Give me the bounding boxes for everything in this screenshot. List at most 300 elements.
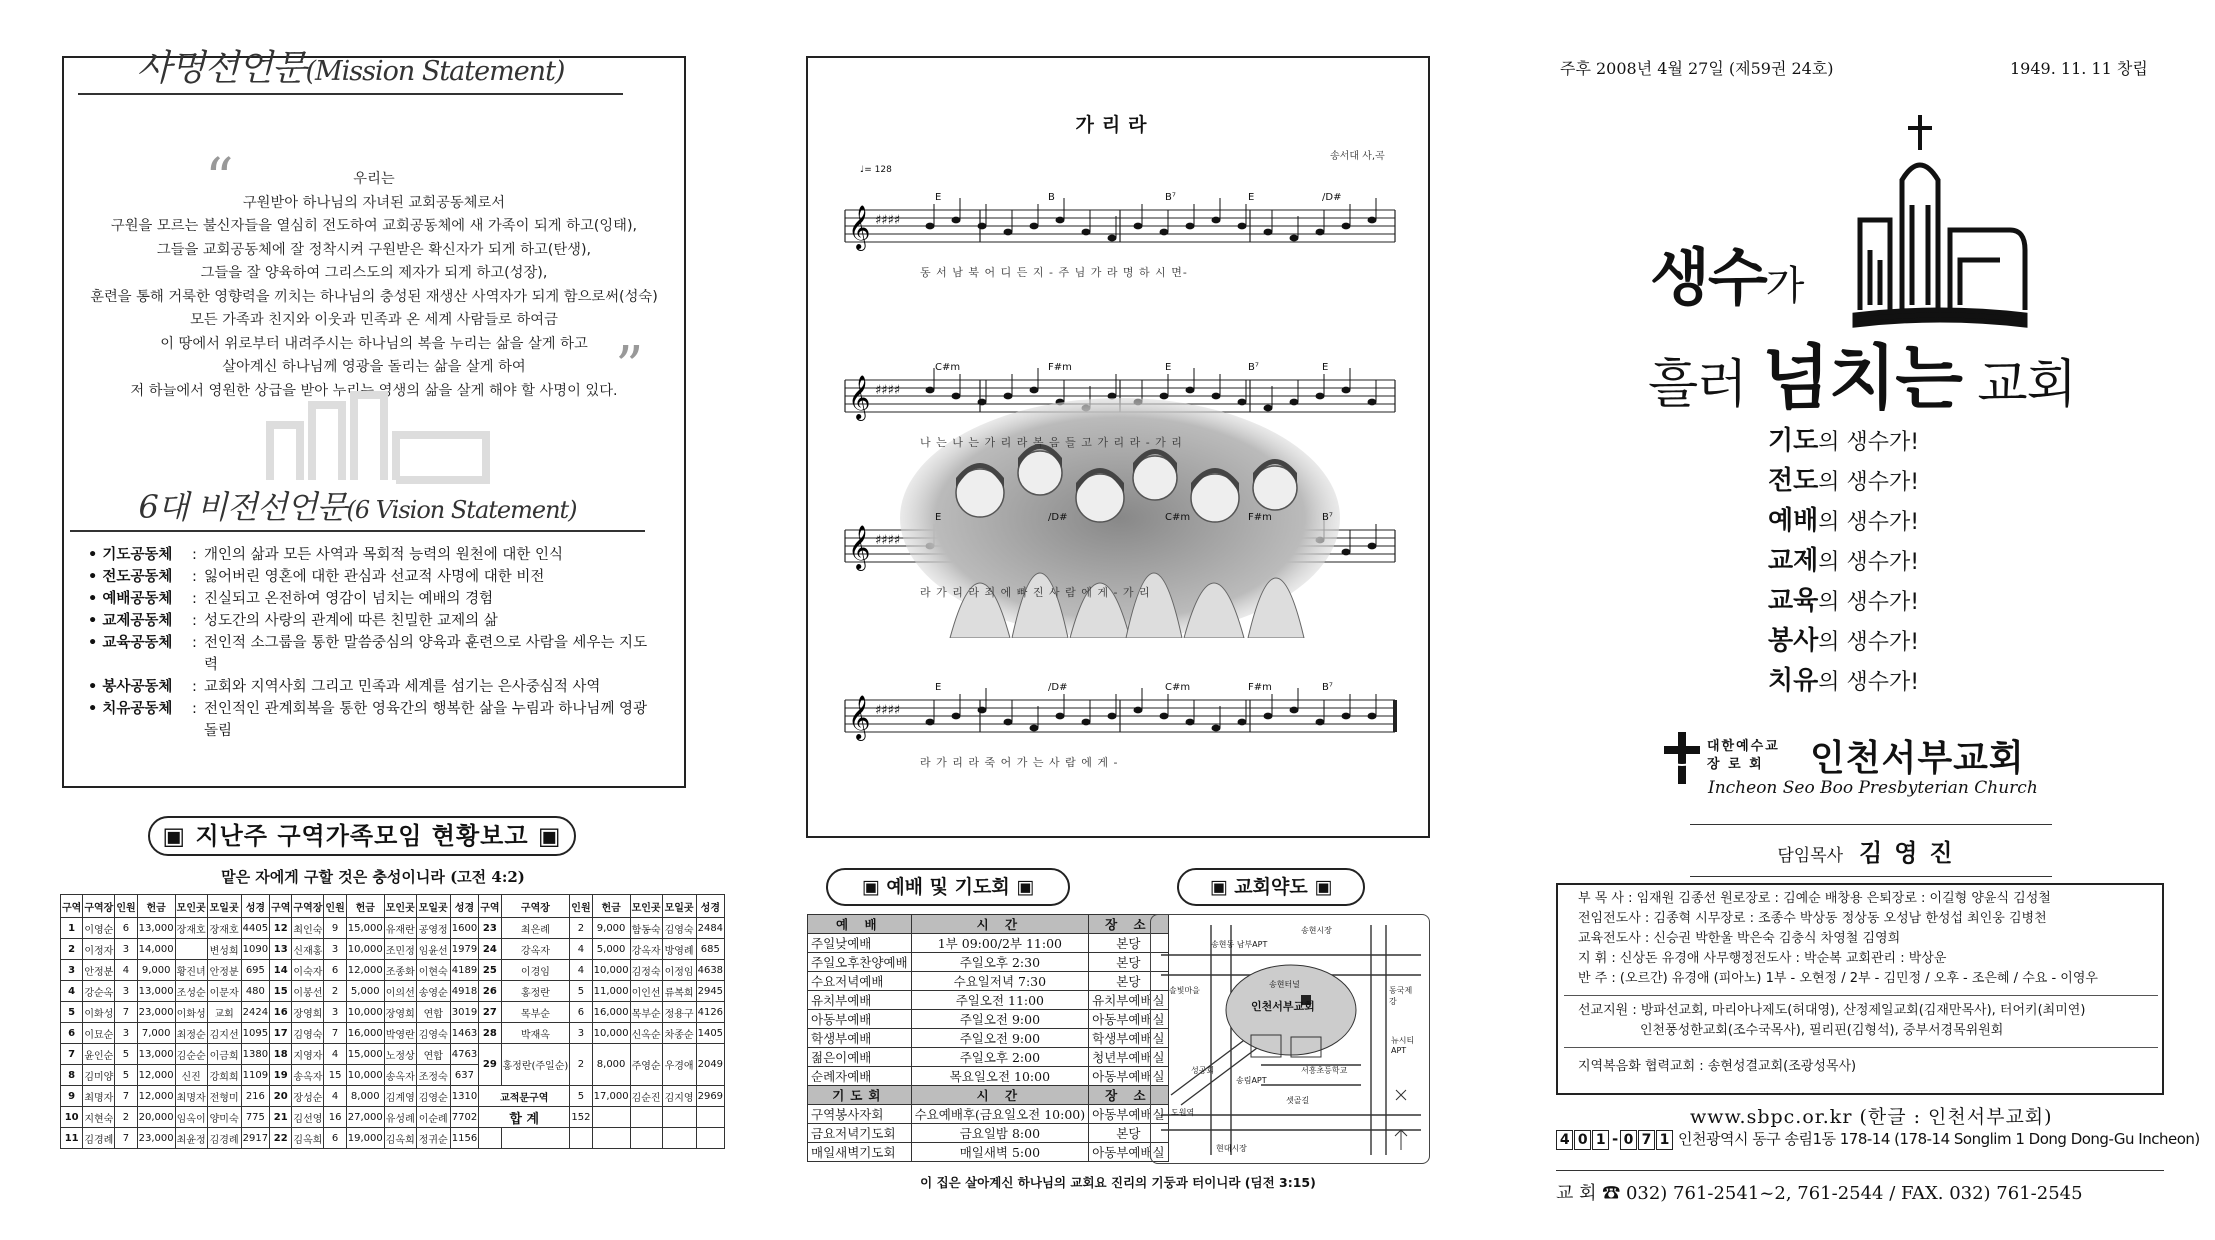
report-cell: 주영순 [630, 1044, 662, 1086]
report-cell: 12,000 [137, 1086, 175, 1107]
report-cell: 김순순 [175, 1044, 207, 1065]
report-cell: 박영란 [384, 1023, 416, 1044]
music-note [1368, 217, 1377, 224]
report-cell: 7 [324, 1023, 346, 1044]
worship-cell: 순례자예배 [808, 1067, 912, 1086]
music-note [1342, 223, 1351, 230]
report-cell: 5 [61, 1002, 83, 1023]
report-row [61, 981, 725, 1002]
report-cell: 7,000 [137, 1023, 175, 1044]
report-cell: 2945 [696, 981, 724, 1002]
worship-cell: 주일오전 9:00 [911, 1029, 1089, 1048]
address [1556, 1128, 2200, 1150]
map-label: 솔빛마을 [1169, 986, 1200, 995]
staff-line: 인천풍성한교회(조수국목사), 필리핀(김형석), 중부서경목위원회 [1640, 1023, 2004, 1038]
report-cell: 13,000 [137, 1044, 175, 1065]
report-cell: 24 [479, 939, 501, 960]
group-report-banner: ▣ 지난주 구역가족모임 현황보고 ▣ [148, 816, 576, 856]
report-header: 헌금 [592, 895, 630, 918]
report-cell: 13,000 [137, 981, 175, 1002]
report-cell: 류복희 [662, 981, 696, 1002]
chord-label: E [935, 512, 942, 523]
report-cell: 장재호 [175, 918, 207, 939]
music-note [1160, 713, 1169, 720]
worship-cell: 목요일오전 10:00 [911, 1067, 1089, 1086]
report-cell: 12,000 [346, 960, 384, 981]
issue-date: 주후 2008년 4월 27일 (제59권 24호) [1560, 59, 1834, 78]
report-cell: 4 [570, 960, 592, 981]
music-note [1264, 229, 1273, 236]
music-note [1368, 543, 1377, 550]
mission-line: 우리는 [353, 171, 395, 187]
worship-header-row [808, 915, 1169, 934]
report-header: 헌금 [346, 895, 384, 918]
report-cell: 이인선 [630, 981, 662, 1002]
music-note [1108, 713, 1117, 720]
report-cell: 23,000 [137, 1128, 175, 1149]
key-signature-icon: ♯♯♯♯ [875, 383, 901, 398]
address-text: 인천광역시 동구 송림1동 178-14 (178-14 Songlim 1 Dong Dong-Gu Incheon) [1678, 1130, 2200, 1148]
zip-digit: 4 [1556, 1130, 1573, 1150]
report-cell: 7 [115, 1086, 137, 1107]
worship-cell: 청년부예배실 [1089, 1048, 1168, 1067]
worship-cell: 아동부예배 [808, 1010, 912, 1029]
report-header: 인원 [324, 895, 346, 918]
worship-cell: 장 소 [1089, 915, 1168, 934]
vision-item: • 치유공동체 : 전인적인 관계회복을 통한 영육간의 행복한 삶을 누림과 하나님께 영광돌림 [88, 698, 648, 742]
music-note [1212, 725, 1221, 732]
map-label: 송현터널 [1269, 980, 1300, 989]
vision-item: • 봉사공동체 : 교회와 지역사회 그리고 민족과 세계를 섬기는 은사중심적 사역 [88, 676, 648, 698]
report-cell: 2 [324, 981, 346, 1002]
staff-line: 반 주 : (오르간) 유경애 (피아노) 1부 - 오현정 / 2부 - 김민정 / 오후 - 조은혜 / 수요 - 이영우 [1578, 971, 2098, 986]
report-cell: 26 [479, 981, 501, 1002]
report-cell: 8 [61, 1065, 83, 1086]
vision-title: 6대 비전선언문(6 Vision Statement) [70, 482, 645, 532]
worship-row [808, 1029, 1169, 1048]
report-cell: 강옥자 [501, 939, 570, 960]
report-cell: 이의선 [384, 981, 416, 1002]
lyric-line: 라 가 리 라 죽 어 가 는 사 람 에 게 - [920, 756, 1119, 769]
report-cell: 김옥희 [292, 1128, 324, 1149]
report-cell: 2484 [696, 918, 724, 939]
report-header: 구역장 [292, 895, 324, 918]
prayer-item: 예배의 생수가! [1768, 506, 1920, 536]
vision-list [88, 544, 648, 742]
report-cell: 이묘순 [83, 1023, 115, 1044]
music-note [1316, 719, 1325, 726]
worship-cell: 본당 [1089, 934, 1168, 953]
worship-row [808, 1067, 1169, 1086]
music-note [1160, 229, 1169, 236]
website[interactable]: www.sbpc.or.kr (한글 : 인천서부교회) [1690, 1106, 2053, 1128]
denomination-line: 장 로 회 [1707, 757, 1764, 772]
report-cell: 1090 [241, 939, 269, 960]
music-note [1056, 217, 1065, 224]
report-cell: 조민정 [384, 939, 416, 960]
report-header: 모인곳 [630, 895, 662, 918]
report-cell: 김옥희 [384, 1128, 416, 1149]
music-staff [845, 198, 1395, 251]
report-cell: 3 [115, 981, 137, 1002]
report-cell: 2917 [241, 1128, 269, 1149]
chord-label: B⁷ [1322, 682, 1333, 693]
report-cell: 25 [479, 960, 501, 981]
report-cell: 20 [270, 1086, 292, 1107]
staff-line: 지역복음화 협력교회 : 송현성결교회(조광성목사) [1578, 1059, 1857, 1074]
report-cell: 정귀순 [416, 1128, 450, 1149]
report-cell: 2424 [241, 1002, 269, 1023]
chord-label: F#m [1048, 362, 1072, 373]
worship-cell: 수요예배후(금요일오전 10:00) [911, 1105, 1089, 1124]
report-row [61, 918, 725, 939]
chord-label: E [935, 192, 942, 203]
report-cell: 637 [450, 1065, 478, 1086]
report-cell: 20,000 [137, 1107, 175, 1128]
prayer-item: 기도의 생수가! [1768, 426, 1920, 456]
worship-cell: 예 배 [808, 915, 912, 934]
report-cell: 이영순 [83, 918, 115, 939]
report-cell: 2049 [696, 1044, 724, 1086]
report-cell: 11 [61, 1128, 83, 1149]
report-cell: 1310 [450, 1086, 478, 1107]
report-cell: 2 [570, 918, 592, 939]
worship-row [808, 934, 1169, 953]
report-cell: 강희희 [207, 1065, 241, 1086]
report-cell: 28 [479, 1023, 501, 1044]
report-cell [501, 1128, 570, 1149]
report-cell [630, 1107, 662, 1128]
chord-label: E [1248, 192, 1255, 203]
report-cell [592, 1107, 630, 1128]
worship-cell: 본당 [1089, 972, 1168, 991]
treble-clef-icon: 𝄞 [848, 205, 871, 249]
report-cell: 김영숙 [292, 1023, 324, 1044]
church-logo-icon [1850, 110, 2030, 330]
report-cell: 3 [324, 1002, 346, 1023]
report-cell: 송옥자 [384, 1065, 416, 1086]
chord-label: E [935, 682, 942, 693]
mission-line: 그들을 교회공동체에 잘 정착시켜 구원받은 확신자가 되게 하고(탄생), [156, 241, 592, 258]
music-note [1290, 235, 1299, 242]
report-cell: 신진 [175, 1065, 207, 1086]
chord-label: C#m [1165, 682, 1191, 693]
prayer-item: 교육의 생수가! [1768, 586, 1920, 616]
church-watermark-icon [250, 385, 505, 490]
report-cell: 14,000 [137, 939, 175, 960]
report-cell: 조종화 [384, 960, 416, 981]
report-cell: 27,000 [346, 1107, 384, 1128]
report-cell: 합 계 [479, 1107, 570, 1128]
report-cell: 이정임 [662, 960, 696, 981]
report-row [61, 1128, 725, 1149]
report-cell: 10,000 [346, 1065, 384, 1086]
church-verse: 이 집은 살아계신 하나님의 교회요 진리의 기둥과 터이니라 (딤전 3:15) [920, 1175, 1316, 1190]
report-cell: 152 [570, 1107, 592, 1128]
report-cell: 방영례 [662, 939, 696, 960]
divider [1564, 995, 2158, 996]
report-cell: 8,000 [592, 1044, 630, 1086]
worship-cell: 본당 [1089, 953, 1168, 972]
report-cell [696, 1128, 724, 1149]
report-cell: 임옥이 [175, 1107, 207, 1128]
report-cell: 홍정란 [501, 981, 570, 1002]
lyric-line: 동 서 남 북 어 디 든 지 - 주 님 가 라 명 하 시 면- [920, 266, 1188, 279]
worship-header-row [808, 1086, 1169, 1105]
music-note [1030, 223, 1039, 230]
report-header: 구역 [270, 895, 292, 918]
report-cell: 차종순 [662, 1023, 696, 1044]
song-title: 가리라 [1075, 114, 1155, 136]
report-cell: 6 [324, 960, 346, 981]
staff-line: 선교지원 : 방파선교회, 마리아나제도(허대영), 산정제일교회(김재만목사), 터어키(최미연) [1578, 1003, 2086, 1018]
report-header: 성경 [696, 895, 724, 918]
report-cell: 775 [241, 1107, 269, 1128]
music-note [1030, 387, 1039, 394]
report-cell: 장영희 [292, 1002, 324, 1023]
report-cell: 480 [241, 981, 269, 1002]
report-cell: 4918 [450, 981, 478, 1002]
report-cell: 최명자 [83, 1086, 115, 1107]
treble-clef-icon: 𝄞 [848, 375, 871, 419]
zip-dash: - [1612, 1130, 1618, 1148]
song-tempo: ♩= 128 [860, 165, 892, 175]
chord-label: F#m [1248, 512, 1272, 523]
report-cell: 7 [115, 1128, 137, 1149]
chord-label: E [1322, 362, 1329, 373]
worship-cell: 시 간 [911, 1086, 1089, 1105]
chord-label: E [1165, 362, 1172, 373]
report-cell: 12,000 [137, 1065, 175, 1086]
report-cell: 5 [115, 1044, 137, 1065]
report-cell [630, 1128, 662, 1149]
report-cell: 695 [241, 960, 269, 981]
report-cell: 신재홍 [292, 939, 324, 960]
report-cell: 15,000 [346, 1044, 384, 1065]
report-cell: 1405 [696, 1023, 724, 1044]
worship-cell: 아동부예배실 [1089, 1105, 1168, 1124]
report-cell: 13,000 [137, 918, 175, 939]
report-cell: 이화성 [83, 1002, 115, 1023]
map-label: 뉴시티APT [1391, 1036, 1415, 1055]
report-cell: 김영순 [416, 1086, 450, 1107]
music-note [1004, 719, 1013, 726]
vision-item: • 교제공동체 : 성도간의 사랑의 관계에 따른 친밀한 교제의 삶 [88, 610, 648, 632]
report-header: 모일곳 [416, 895, 450, 918]
report-cell: 김영숙 [662, 918, 696, 939]
report-cell: 13 [270, 939, 292, 960]
report-cell: 15 [270, 981, 292, 1002]
report-cell: 교적문구역 [479, 1086, 570, 1107]
report-row [61, 1086, 725, 1107]
worship-row [808, 991, 1169, 1010]
zip-digit: 7 [1638, 1130, 1655, 1150]
denomination [1707, 738, 1780, 774]
report-cell: 강옥자 [630, 939, 662, 960]
report-cell: 5,000 [592, 939, 630, 960]
music-note [1368, 399, 1377, 406]
prayer-list [1768, 422, 1919, 702]
worship-cell: 아동부예배실 [1089, 1143, 1168, 1162]
report-cell: 강순옥 [83, 981, 115, 1002]
worship-cell: 수요일저녁 7:30 [911, 972, 1089, 991]
mission-line: 저 하늘에서 영원한 상급을 받아 누리는 영생의 삶을 살게 해야 할 사명이 있다. [130, 382, 618, 399]
worship-cell: 금요일밤 8:00 [911, 1124, 1089, 1143]
staff-box [1556, 883, 2164, 1095]
report-cell [592, 1128, 630, 1149]
report-header: 인원 [115, 895, 137, 918]
group-report-table [60, 894, 725, 1149]
worship-cell: 아동부예배실 [1089, 1010, 1168, 1029]
report-row [61, 1023, 725, 1044]
staff-line: 지 휘 : 신상돈 유경애 사무행정전도사 : 박순복 교회관리 : 박상운 [1578, 951, 1947, 966]
close-quote-icon: ” [615, 335, 644, 400]
report-cell: 6 [115, 918, 137, 939]
report-cell: 29 [479, 1044, 501, 1086]
report-cell: 목부순 [501, 1002, 570, 1023]
report-header: 모인곳 [384, 895, 416, 918]
prayer-item: 전도의 생수가! [1768, 466, 1920, 496]
music-note [978, 223, 987, 230]
music-note [1186, 719, 1195, 726]
report-cell: 3 [570, 1023, 592, 1044]
music-note [1186, 387, 1195, 394]
map-label-church: 인천서부교회 [1251, 1000, 1315, 1013]
treble-clef-icon: 𝄞 [848, 525, 871, 569]
report-cell: 유성례 [384, 1107, 416, 1128]
map-label: 송현시장 [1301, 926, 1332, 935]
prayer-item: 봉사의 생수가! [1768, 626, 1920, 656]
report-cell: 정용구 [662, 1002, 696, 1023]
music-note [1342, 387, 1351, 394]
worship-cell: 주일오후찬양예배 [808, 953, 912, 972]
worship-cell: 금요저녁기도회 [808, 1124, 912, 1143]
chord-label: B⁷ [1322, 512, 1333, 523]
report-cell: 21 [270, 1107, 292, 1128]
report-cell: 김선영 [292, 1107, 324, 1128]
church-map [1150, 914, 1430, 1164]
report-verse: 맡은 자에게 구할 것은 충성이니라 (고전 4:2) [221, 868, 525, 886]
worship-banner: ▣ 예배 및 기도회 ▣ [826, 868, 1070, 906]
report-cell: 9,000 [592, 918, 630, 939]
report-cell: 3019 [450, 1002, 478, 1023]
map-label: 동국제강 [1389, 986, 1413, 1006]
report-cell: 3 [115, 939, 137, 960]
report-cell: 이문자 [207, 981, 241, 1002]
report-cell: 5 [570, 981, 592, 1002]
zip-digit: 0 [1620, 1130, 1637, 1150]
report-cell: 10,000 [346, 1002, 384, 1023]
report-cell: 임윤선 [416, 939, 450, 960]
report-cell: 최인숙 [292, 918, 324, 939]
chord-label: F#m [1248, 682, 1272, 693]
report-cell: 장성순 [292, 1086, 324, 1107]
mission-line: 구원받아 하나님의 자녀된 교회공동체로서 [242, 194, 506, 211]
report-cell: 송옥자 [292, 1065, 324, 1086]
music-note [1290, 707, 1299, 714]
report-cell: 3 [324, 939, 346, 960]
music-staff [845, 688, 1395, 741]
report-cell: 10 [61, 1107, 83, 1128]
report-cell: 교회 [207, 1002, 241, 1023]
report-cell: 연합 [416, 1002, 450, 1023]
report-cell: 19,000 [346, 1128, 384, 1149]
mission-title: 사명선언문(Mission Statement) [78, 40, 623, 95]
report-cell: 황진녀 [175, 960, 207, 981]
zip-digit: 1 [1656, 1130, 1673, 1150]
report-cell [175, 939, 207, 960]
report-cell: 목부순 [630, 1002, 662, 1023]
worship-cell: 기도회 [808, 1086, 912, 1105]
mission-line: 그들을 잘 양육하여 그리스도의 제자가 되게 하고(성장), [200, 265, 548, 281]
founded-date: 1949. 11. 11 창립 [2010, 59, 2148, 78]
key-signature-icon: ♯♯♯♯ [875, 703, 901, 718]
report-cell: 이봉선 [292, 981, 324, 1002]
report-cell: 이금희 [207, 1044, 241, 1065]
report-cell: 4 [324, 1086, 346, 1107]
report-cell: 11,000 [592, 981, 630, 1002]
report-cell: 15,000 [346, 918, 384, 939]
report-cell: 이순례 [416, 1107, 450, 1128]
report-cell: 4189 [450, 960, 478, 981]
report-cell: 15 [324, 1065, 346, 1086]
report-cell: 김순진 [630, 1086, 662, 1107]
report-cell: 17,000 [592, 1086, 630, 1107]
report-cell: 7 [61, 1044, 83, 1065]
report-cell: 신옥순 [630, 1023, 662, 1044]
denomination-line: 대한예수교 [1707, 739, 1780, 754]
report-cell: 16,000 [592, 1002, 630, 1023]
mission-line: 훈련을 통해 거룩한 영향력을 끼치는 하나님의 충성된 재생산 사역자가 되게 함으로써(성숙) [90, 288, 658, 305]
senior-pastor: 담임목사 김영진 [1690, 824, 2052, 877]
worship-cell: 주일낮예배 [808, 934, 912, 953]
report-cell: 안정분 [207, 960, 241, 981]
report-cell: 김경례 [83, 1128, 115, 1149]
music-note [926, 223, 935, 230]
map-label: 송현동 남부APT [1211, 940, 1268, 949]
report-cell: 함동숙 [630, 918, 662, 939]
report-row [61, 939, 725, 960]
report-row [61, 1002, 725, 1023]
music-note [952, 713, 961, 720]
song-credit: 송서대 사,곡 [1330, 151, 1385, 162]
report-cell: 이숙자 [292, 960, 324, 981]
treble-clef-icon: 𝄞 [848, 695, 871, 739]
worship-row [808, 1143, 1169, 1162]
music-note [1056, 713, 1065, 720]
report-cell: 지영자 [292, 1044, 324, 1065]
report-cell: 9,000 [137, 960, 175, 981]
report-cell: 최명자 [175, 1086, 207, 1107]
contact-phone: 교 회 ☎ 032) 761-2541~2, 761-2544 / FAX. 032) 761-2545 [1556, 1170, 2164, 1205]
report-cell: 최은례 [501, 918, 570, 939]
report-cell: 윤인순 [83, 1044, 115, 1065]
slogan-line-1: 생수가 [1650, 241, 1803, 314]
report-cell: 22 [270, 1128, 292, 1149]
map-label: 서흥초등학교 [1301, 1066, 1348, 1075]
vision-item: • 예배공동체 : 진실되고 온전하여 영감이 넘치는 예배의 경험 [88, 588, 648, 610]
report-cell: 18 [270, 1044, 292, 1065]
report-header: 모인곳 [175, 895, 207, 918]
report-header: 구역장 [501, 895, 570, 918]
music-note [926, 719, 935, 726]
music-note [1342, 549, 1351, 556]
report-header: 모일곳 [662, 895, 696, 918]
music-note [1316, 229, 1325, 236]
report-cell: 4 [324, 1044, 346, 1065]
music-note [1238, 223, 1247, 230]
map-label: 현대시장 [1216, 1144, 1247, 1153]
